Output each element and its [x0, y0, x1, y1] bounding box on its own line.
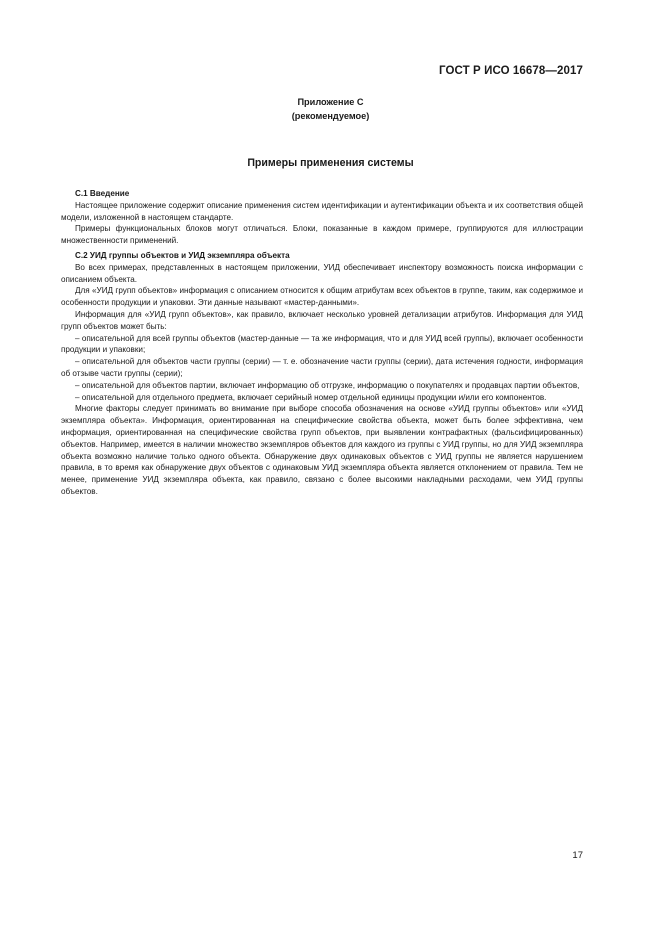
section-title: Примеры применения системы	[247, 157, 414, 169]
section-heading-c2: С.2 УИД группы объектов и УИД экземпляра объекта	[75, 250, 290, 260]
page-number: 17	[572, 850, 583, 861]
section-heading-c1: С.1 Введение	[75, 189, 130, 198]
list-item: – описательной для объектов партии, включает информацию об отгрузке, информацию о покупателях и продавцах партии объектов,	[75, 380, 580, 390]
appendix-heading	[0, 95, 661, 123]
appendix-subtitle: (рекомендуемое)	[291, 111, 370, 121]
paragraph: Информация для «УИД групп объектов», как правило, включает несколько уровней детализации атрибутов. Информация для УИД групп объектов может быть:	[61, 309, 583, 331]
paragraph: Для «УИД групп объектов» информация с описанием относится к общим атрибутам всех объектов в группе, таким, как содержимое и особенности продукции и упаковки. Эти данные называют «мастер-данными».	[61, 286, 583, 308]
paragraph: Многие факторы следует принимать во внимание при выборе способа обозначения на основе «УИД группы объектов» или «УИД экземпляра объекта». Информация, ориентированная на специфические свойства объекта, может быть более эффективна, чем информация, ориентированная на специфические свойства групп объектов, при выявлении контрафактных (фальсифицированных) объектов. Например, имеется в наличии множество экземпляров объектов для каждого из группы с УИД группы, но для УИД экземпляра объекта возможно наличие только одного объекта. Обнаружение двух одинаковых объектов с УИД группы не является нарушением правила, в то время как обнаружение двух объектов с одинаковым УИД экземпляра объекта является отклонением от правила. Тем не менее, применение УИД экземпляра объекта, как правило, связано с более высокими накладными расходами, чем УИД группы объектов.	[61, 404, 583, 496]
paragraph: Примеры функциональных блоков могут отличаться. Блоки, показанные в каждом примере, группируются для иллюстрации множественности применений.	[61, 224, 583, 246]
list-item: – описательной для отдельного предмета, включает серийный номер отдельной единицы продукции и/или его компонентов.	[75, 392, 547, 402]
list-item: – описательной для всей группы объектов (мастер-данные — та же информация, что и для УИД всей группы), включает особенности продукции и упаковки;	[61, 333, 583, 355]
list-item: – описательной для объектов части группы (серии) — т. е. обозначение части группы (серии), дата истечения годности, информация об отзыве части группы (серии);	[61, 357, 583, 378]
document-code: ГОСТ Р ИСО 16678—2017	[438, 65, 583, 77]
document-body	[61, 188, 583, 498]
appendix-title: Приложение С	[297, 97, 364, 107]
paragraph: Во всех примерах, представленных в настоящем приложении, УИД обеспечивает инспектору возможность поиска информации с описанием объекта.	[61, 262, 583, 284]
paragraph: Настоящее приложение содержит описание применения систем идентификации и аутентификации объекта и их соответствия общей модели, изложенной в настоящем стандарте.	[61, 200, 583, 222]
